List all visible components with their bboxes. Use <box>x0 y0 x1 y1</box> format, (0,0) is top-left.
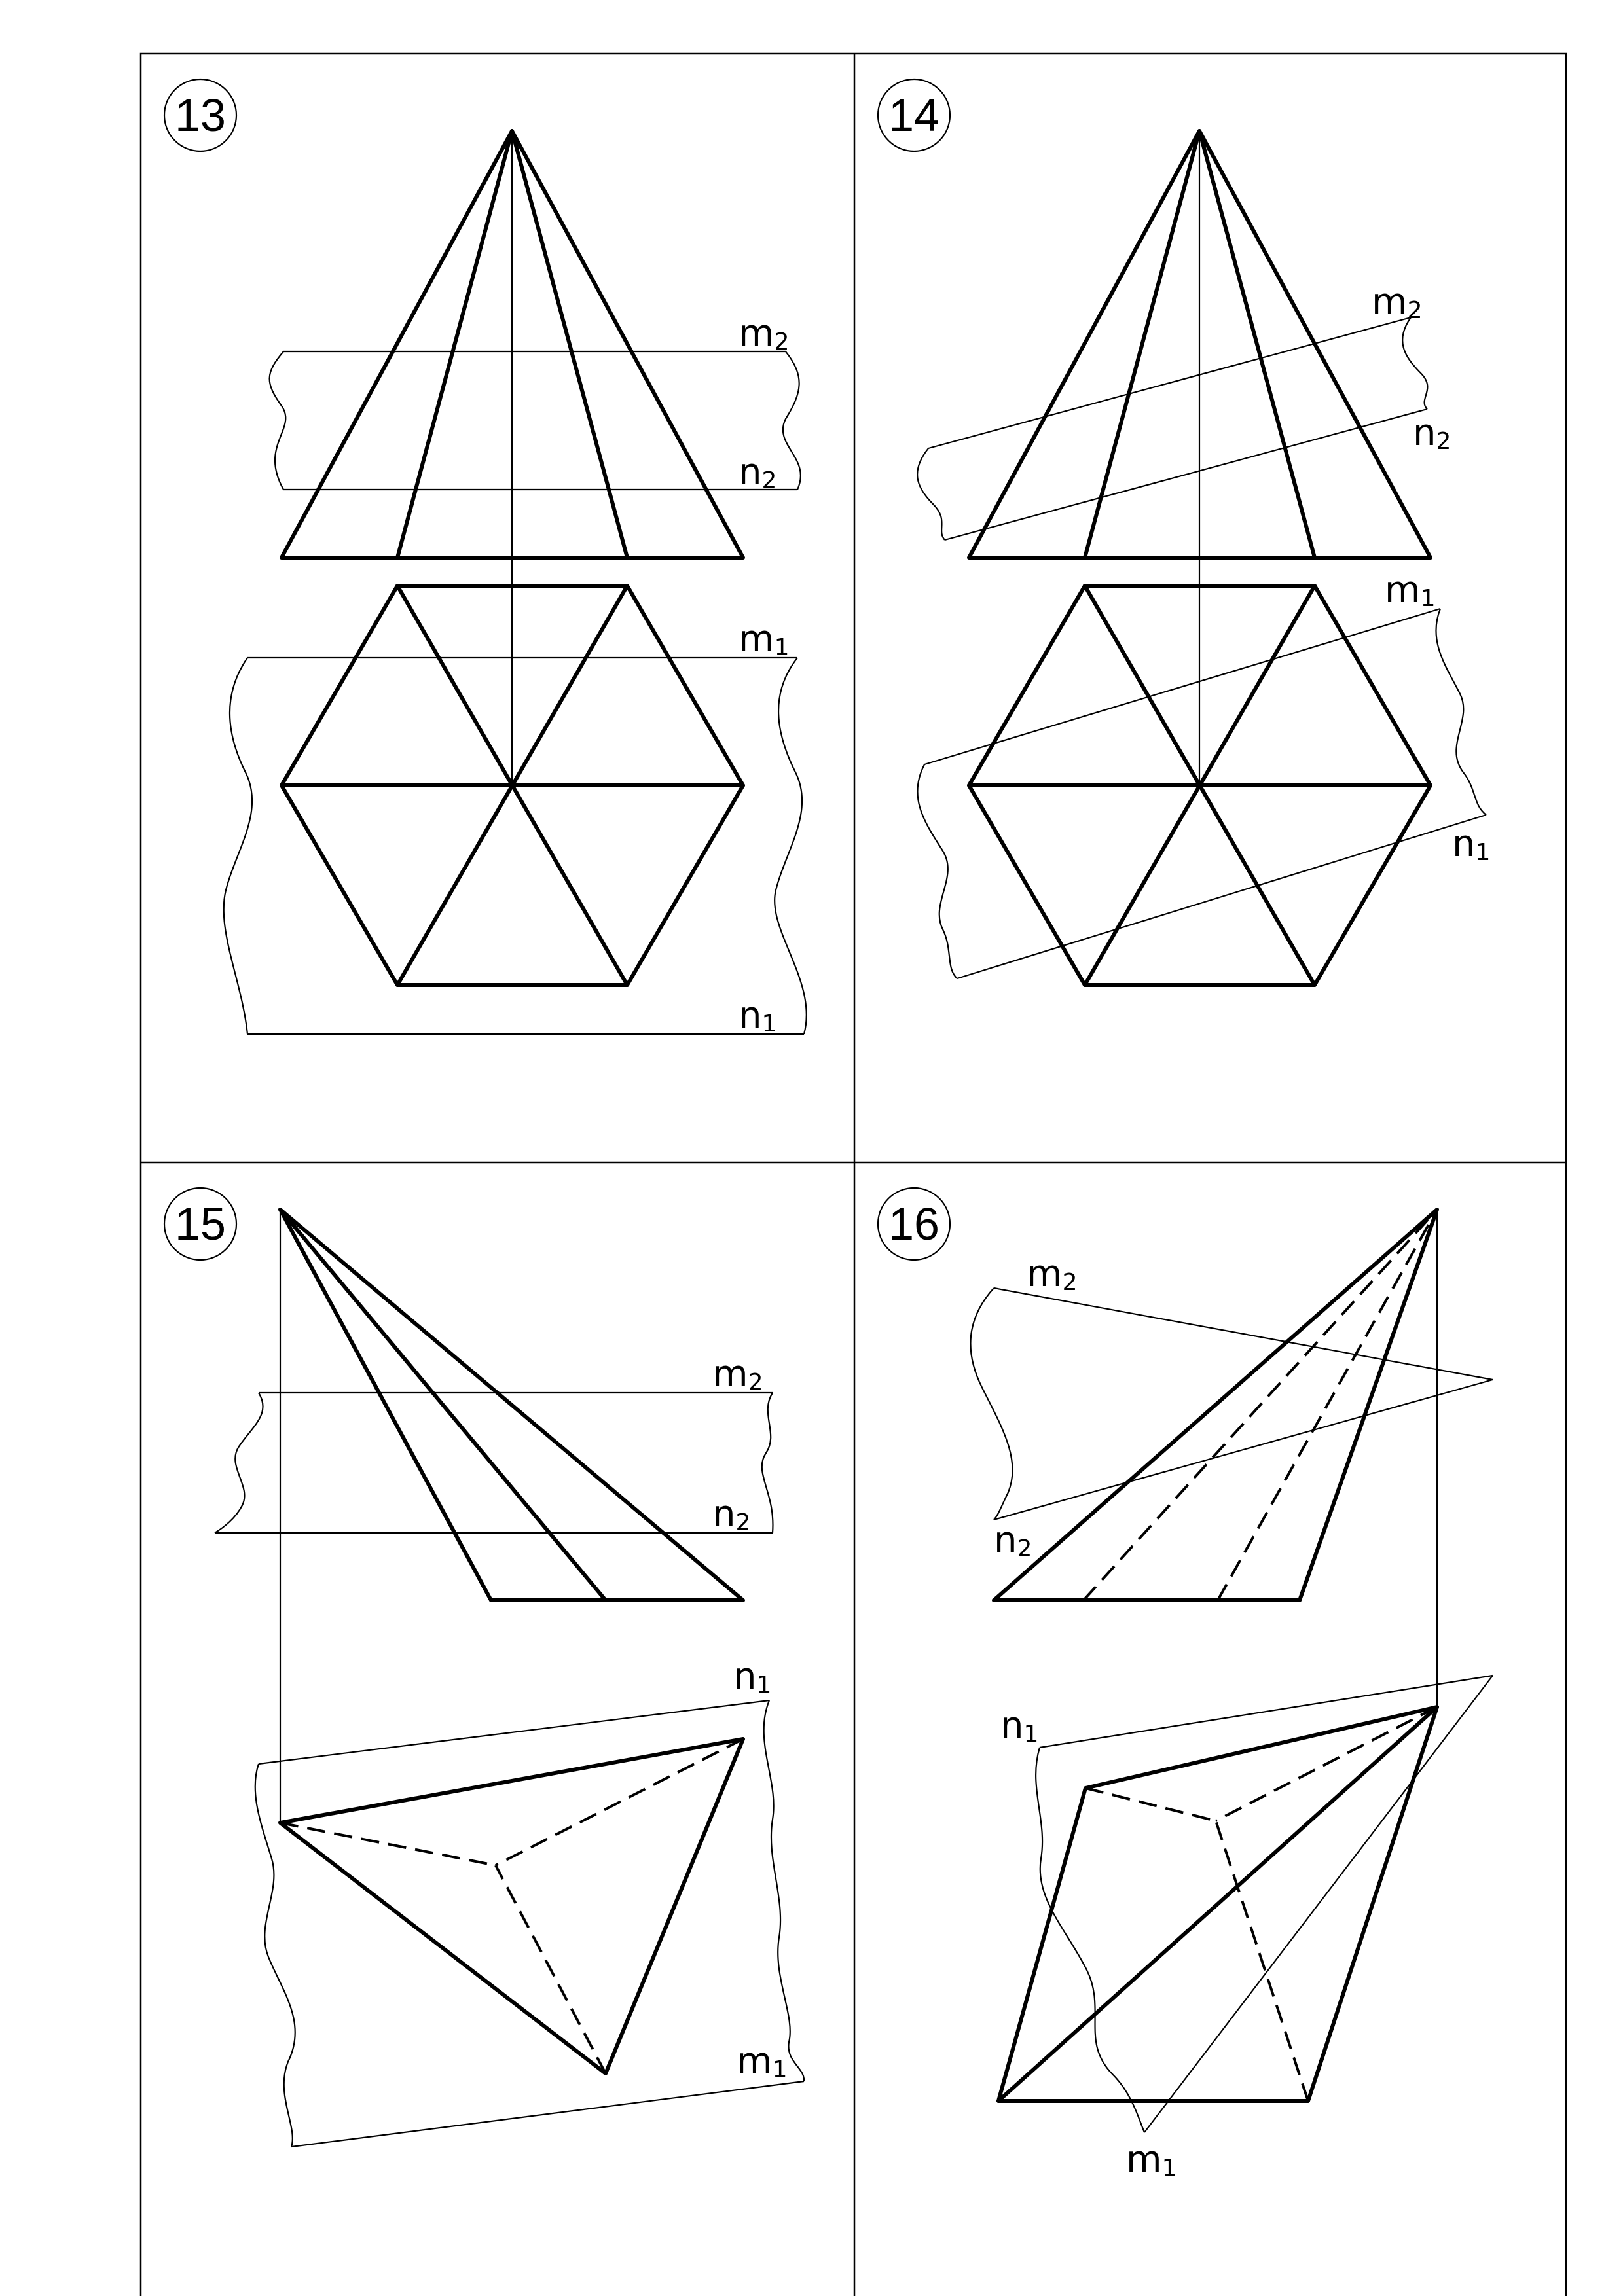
pyramid-front-view <box>969 131 1431 785</box>
pyramid-top-view <box>280 1739 743 2073</box>
label-m1: m1 <box>737 2040 788 2083</box>
plane-front-trace <box>970 1288 1493 1520</box>
label-n1: n1 <box>1452 823 1491 866</box>
panel-number: 13 <box>175 90 226 141</box>
label-n2: n2 <box>1413 412 1451 455</box>
plane-front-trace <box>917 317 1427 540</box>
label-m2: m2 <box>1027 1253 1078 1296</box>
label-m2: m2 <box>712 1353 763 1396</box>
label-n2: n2 <box>712 1493 751 1536</box>
pyramid-top-view <box>998 1707 1437 2101</box>
label-n1: n1 <box>739 994 777 1037</box>
label-m2: m2 <box>739 312 790 355</box>
panel-number: 14 <box>888 90 939 141</box>
panel-13 <box>164 79 807 1037</box>
label-m1: m1 <box>739 618 790 661</box>
plane-top-trace <box>255 1700 804 2147</box>
panel-14 <box>878 79 1490 985</box>
plane-top-trace <box>224 658 807 1034</box>
label-n2: n2 <box>739 451 777 494</box>
panel-15 <box>164 1188 804 2147</box>
label-m1: m1 <box>1126 2138 1177 2181</box>
label-n2: n2 <box>994 1519 1032 1562</box>
label-n1: n1 <box>733 1655 772 1698</box>
panel-number: 16 <box>888 1198 939 1249</box>
sheet-frame <box>141 54 1566 2296</box>
outer-border <box>141 54 1566 2296</box>
pyramid-front-view <box>280 1210 743 1823</box>
plane-front-trace <box>270 351 801 490</box>
plane-top-trace <box>917 609 1486 978</box>
panel-16 <box>878 1188 1493 2181</box>
label-m1: m1 <box>1385 569 1436 612</box>
plane-front-trace <box>215 1393 773 1533</box>
label-n1: n1 <box>1000 1704 1039 1748</box>
pyramid-front-view <box>282 131 743 785</box>
panel-number: 15 <box>175 1198 226 1249</box>
label-m2: m2 <box>1372 281 1423 324</box>
